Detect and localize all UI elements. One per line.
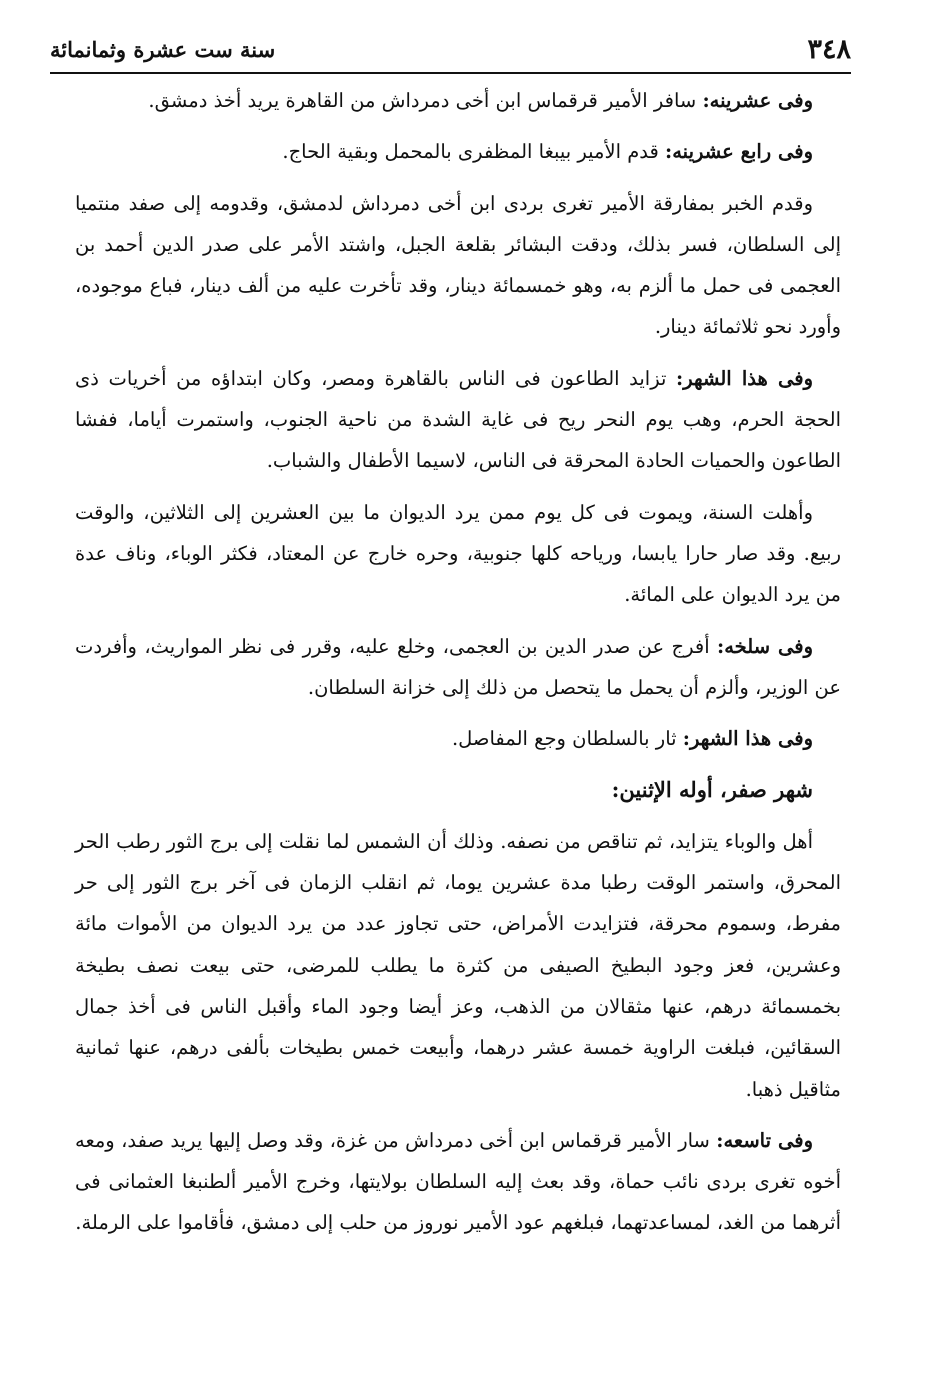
paragraph: [75, 183, 841, 348]
paragraph-lead: وفى هذا الشهر:: [682, 727, 813, 751]
paragraph-lead: وفى تاسعه:: [716, 1128, 813, 1152]
paragraph-text: أهل والوباء يتزايد، ثم تناقص من نصفه. وذلك أن الشمس لما نقلت إلى برج الثور رطب الحر المحرق، واستمر الوقت رطبا مدة عشرين يوما، ثم انقلب الزمان فى آخر برج الثور إلى حر مفرط، وسموم محرقة، فتزايدت الأمراض، حتى تجاوز عدد من يرد الديوان من الأموات مائة وعشرين، فعز وجود البطيخ الصيفى من كثرة ما يطلب للمرضى، حتى بيعت نصف بطيخة بخمسمائة درهم، عنها مثقالان من الذهب، وعز أيضا وجود الماء وأقبل الناس فى أخذ جمال السقائين، فبلغت الراوية خمسة عشر درهما، وأبيعت خمس بطيخات بألفى درهم، عنها ثمانية مثاقيل ذهبا.: [75, 829, 841, 1101]
paragraph: [75, 80, 841, 121]
paragraph: [75, 626, 841, 709]
paragraph: [75, 718, 841, 759]
paragraph-text: سافر الأمير قرقماس ابن أخى دمرداش من القاهرة يريد أخذ دمشق.: [148, 89, 703, 112]
paragraph-lead: وفى هذا الشهر:: [676, 366, 813, 390]
paragraph: [75, 1120, 841, 1244]
paragraph-text: ثار بالسلطان وجع المفاصل.: [451, 727, 683, 751]
page-number: ٣٤٨: [807, 33, 851, 65]
paragraph: [75, 492, 841, 616]
paragraph-lead: وفى رابع عشرينه:: [665, 140, 813, 164]
paragraph-text: وأهلت السنة، ويموت فى كل يوم ممن يرد الديوان ما بين العشرين إلى الثلاثين، والوقت ربيع. وقد صار حارا يابسا، ورياحه كلها جنوبية، وحره خارج عن المعتاد، فكثر الوباء، وناف عدة من يرد الديوان على المائة.: [75, 500, 841, 607]
paragraph: [75, 821, 841, 1110]
paragraph-text: سار الأمير قرقماس ابن أخى دمرداش من غزة، وقد وصل إليها يريد صفد، ومعه أخوه تغرى بردى نائب حماة، وقد بعث إليه السلطان بولايتها، وخرج الأمير ألطنبغا العثمانى فى أثرهما من الغد، لمساعدتهما، فبلغهم عود الأمير نوروز من حلب إلى دمشق، فأقاموا على الرملة.: [75, 1128, 841, 1235]
body-text: [75, 80, 841, 1254]
running-title: سنة ست عشرة وثمانمائة: [50, 36, 276, 62]
section-heading: شهر صفر، أوله الإثنين:: [611, 777, 813, 803]
page-header: [50, 26, 851, 74]
paragraph-lead: وفى سلخه:: [717, 634, 813, 658]
paragraph-text: وقدم الخبر بمفارقة الأمير تغرى بردى ابن أخى دمرداش لدمشق، وقدومه إلى صفد منتميا إلى السلطان، فسر بذلك، ودقت البشائر بقلعة الجبل، واشتد الأمر على صدر الدين أحمد بن العجمى فى حمل ما ألزم به، وهو خمسمائة دينار، وقد تأخرت عليه من ألف دينار، فباع موجوده، وأورد نحو ثلاثمائة دينار.: [75, 191, 841, 339]
paragraph: [75, 131, 841, 172]
paragraph-text: قدم الأمير بيبغا المظفرى بالمحمل وبقية الحاج.: [282, 140, 666, 164]
paragraph-text: أفرج عن صدر الدين بن العجمى، وخلع عليه، وقرر فى نظر المواريث، وأفردت عن الوزير، وألزم أن يحمل ما يتحصل من ذلك إلى خزانة السلطان.: [75, 634, 841, 699]
paragraph: [75, 358, 841, 482]
paragraph-lead: وفى عشرينه:: [702, 89, 813, 112]
paragraph-text: تزايد الطاعون فى الناس بالقاهرة ومصر، وكان ابتداؤه من أخريات ذى الحجة الحرم، وهب يوم النحر ريح فى غاية الشدة من ناحية الجنوب، واستمرت أياما، ففشا الطاعون والحميات الحادة المحرقة فى الناس، لاسيما الأطفال والشباب.: [75, 366, 841, 473]
